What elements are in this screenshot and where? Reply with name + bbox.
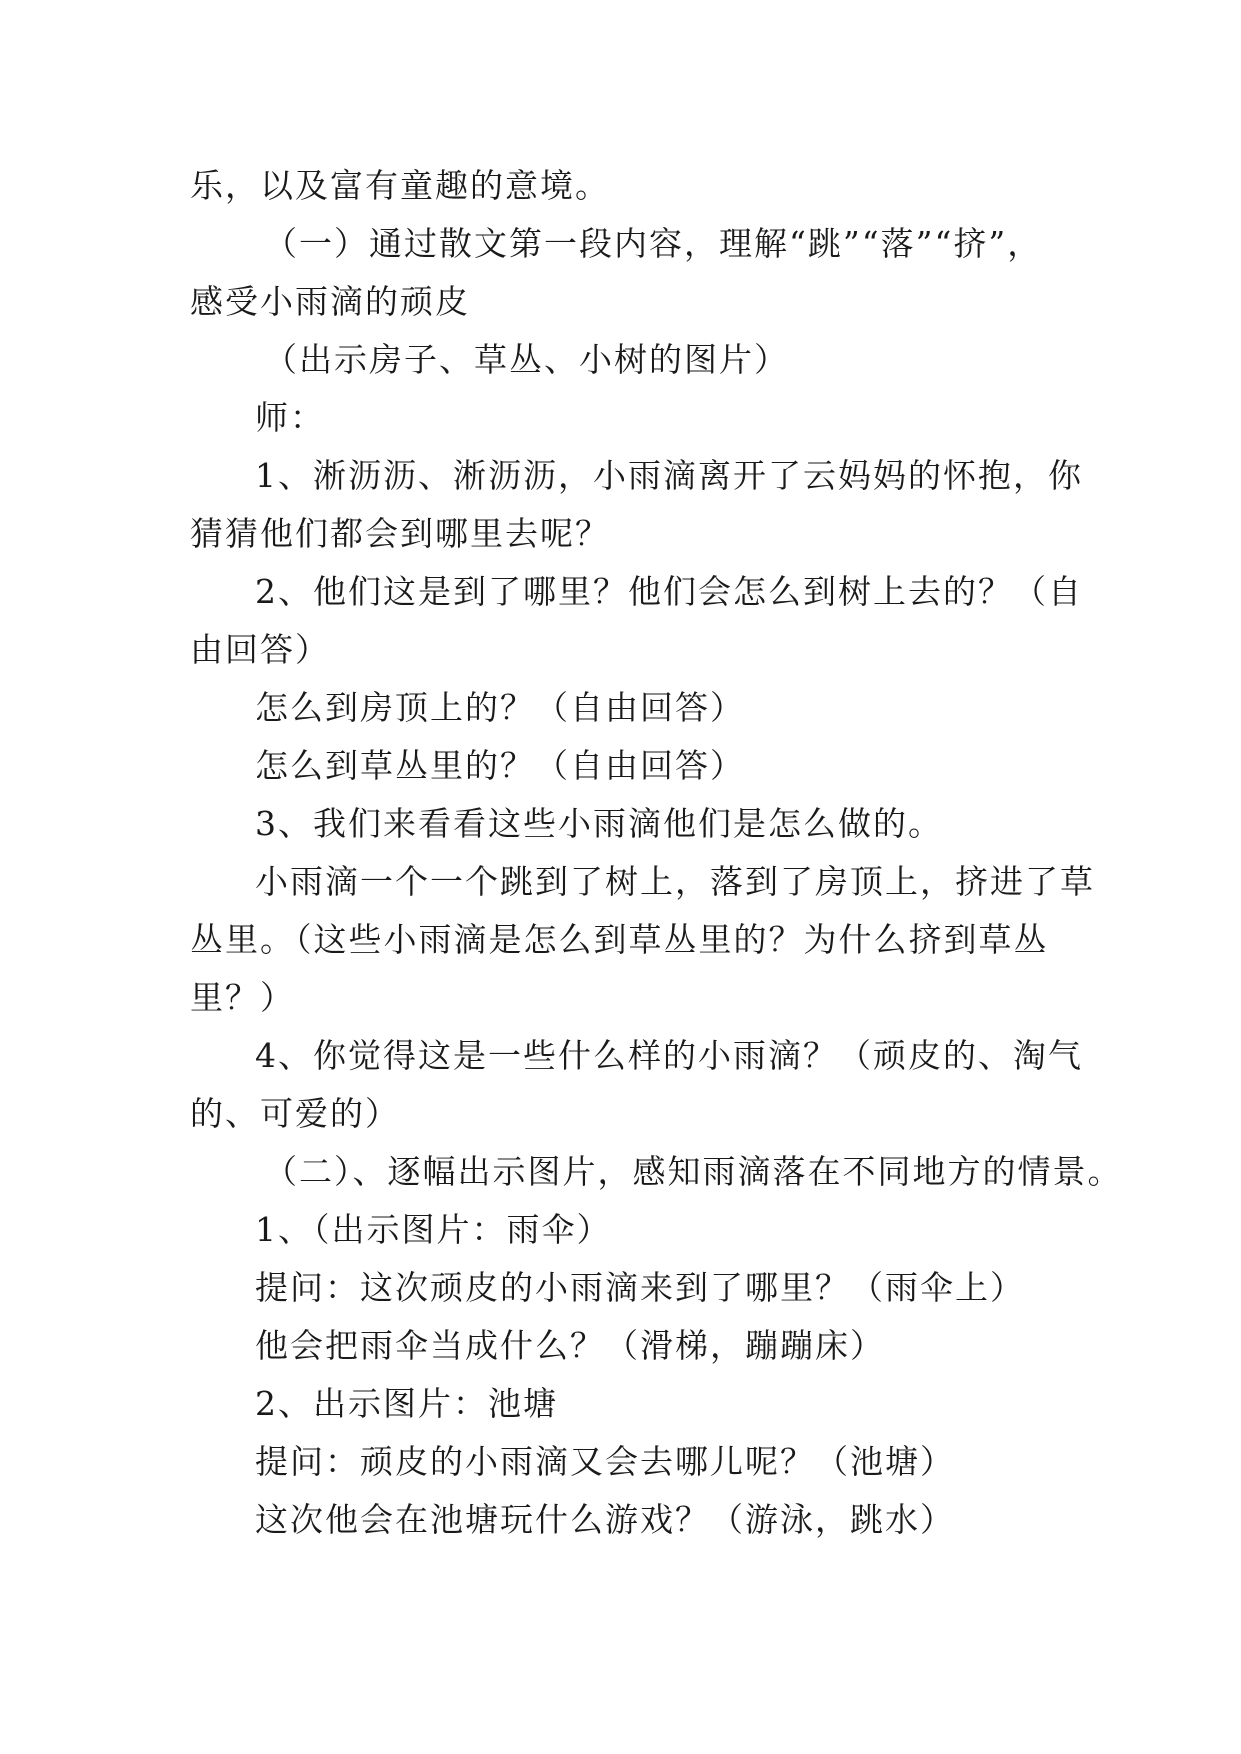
text-line: 提问：这次顽皮的小雨滴来到了哪里？（雨伞上） bbox=[255, 1268, 1025, 1307]
text-line: 2、出示图片：池塘 bbox=[255, 1384, 558, 1423]
text-line: 1、淅沥沥、淅沥沥，小雨滴离开了云妈妈的怀抱，你 bbox=[255, 456, 1083, 495]
text-line: 怎么到草丛里的？（自由回答） bbox=[255, 746, 745, 785]
text-line: 丛里。（这些小雨滴是怎么到草丛里的？为什么挤到草丛 bbox=[190, 920, 1049, 959]
text-line: 他会把雨伞当成什么？（滑梯，蹦蹦床） bbox=[255, 1326, 885, 1365]
text-line: 怎么到房顶上的？（自由回答） bbox=[255, 688, 745, 727]
text-line: 师： bbox=[255, 398, 325, 437]
text-line: 4、你觉得这是一些什么样的小雨滴？（顽皮的、淘气 bbox=[255, 1036, 1083, 1075]
text-line: 3、我们来看看这些小雨滴他们是怎么做的。 bbox=[255, 804, 943, 843]
text-line: 2、他们这是到了哪里？他们会怎么到树上去的？（自 bbox=[255, 572, 1083, 611]
text-line: 这次他会在池塘玩什么游戏？（游泳，跳水） bbox=[255, 1500, 955, 1539]
section-heading-2: （二）、逐幅出示图片，感知雨滴落在不同地方的情景。 bbox=[264, 1152, 1123, 1191]
text-line: （出示房子、草丛、小树的图片） bbox=[264, 340, 789, 379]
text-line: 里？） bbox=[190, 978, 295, 1017]
text-line: 提问：顽皮的小雨滴又会去哪儿呢？（池塘） bbox=[255, 1442, 955, 1481]
text-line: 由回答） bbox=[190, 630, 330, 669]
text-line: 乐，以及富有童趣的意境。 bbox=[190, 166, 610, 205]
text-line: 的、可爱的） bbox=[190, 1094, 400, 1133]
section-heading-1: （一）通过散文第一段内容，理解“跳”“落”“挤”， bbox=[264, 224, 1043, 263]
text-line: 小雨滴一个一个跳到了树上，落到了房顶上，挤进了草 bbox=[255, 862, 1095, 901]
text-line: 1、（出示图片：雨伞） bbox=[255, 1210, 612, 1249]
text-line: 感受小雨滴的顽皮 bbox=[190, 282, 470, 321]
text-line: 猜猜他们都会到哪里去呢？ bbox=[190, 514, 610, 553]
